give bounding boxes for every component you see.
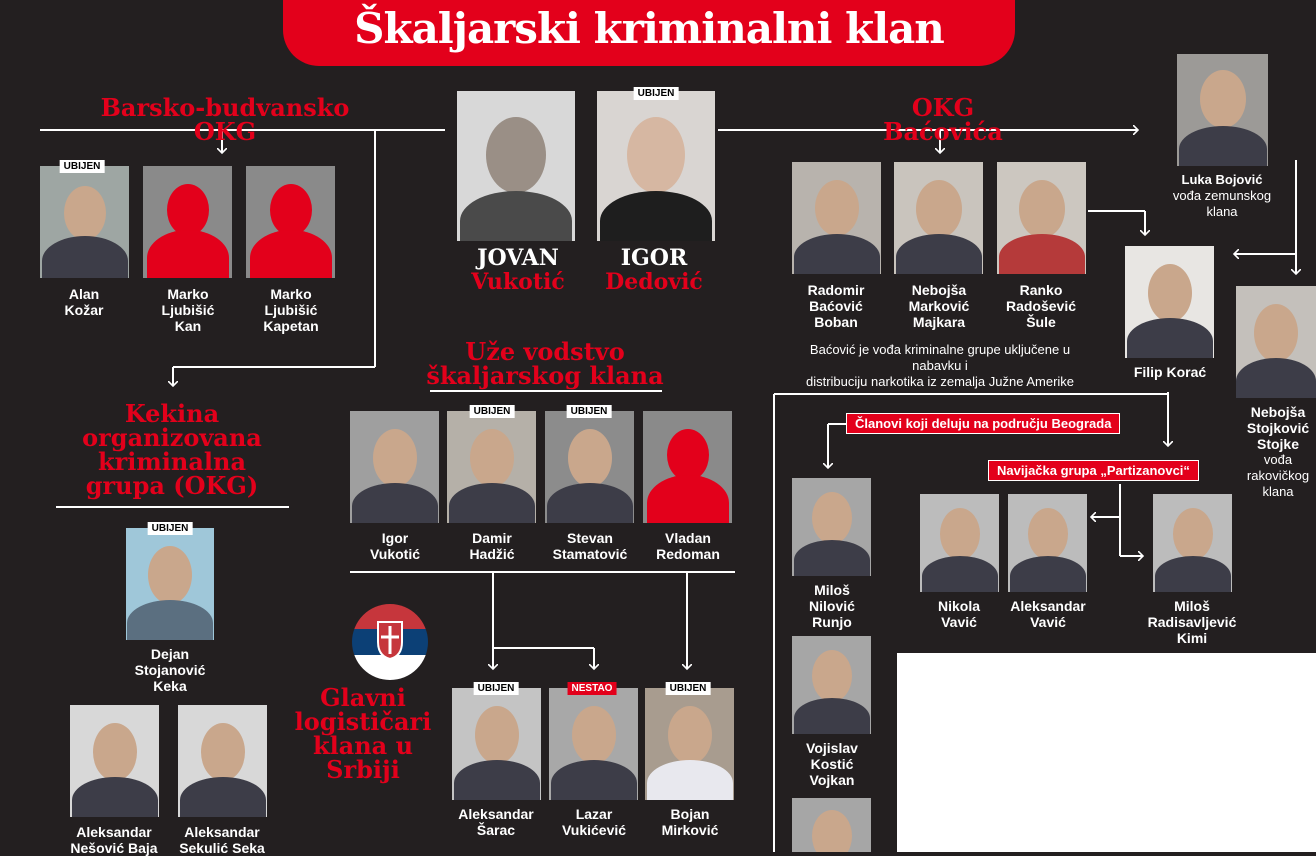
silhouette-placeholder	[246, 166, 335, 278]
name-line: Nebojša	[911, 282, 967, 298]
name-line: Runjo	[812, 614, 852, 630]
name-line: vođa zemunskog	[1172, 188, 1272, 203]
name-line: Vukotić	[369, 546, 421, 562]
label-clanovi-beograd: Članovi koji deluju na području Beograda	[846, 413, 1120, 434]
name-line: klana	[1262, 484, 1294, 499]
name-line: Igor	[381, 530, 409, 546]
name-marko-kan	[162, 286, 215, 334]
name-line: Boban	[814, 314, 858, 330]
section-glavni-line: klana u	[312, 731, 414, 760]
name-igor-dedovic	[605, 246, 703, 294]
name-igor-vukotic	[370, 530, 420, 562]
badge-ubijen: UBIJEN	[666, 682, 711, 695]
section-kekina-line: kriminalna	[97, 447, 247, 476]
name-line: Marko	[167, 286, 209, 302]
name-alan-kozar	[65, 286, 104, 318]
name-line: Kostić	[810, 756, 854, 772]
name-marko-kapetan	[263, 286, 318, 334]
name-line: Šule	[1026, 314, 1056, 330]
name-milos-radisavljevic	[1148, 598, 1237, 646]
name-jovan-vukotic	[471, 246, 565, 294]
photo-igor-dedovic	[597, 91, 715, 241]
name-line: Majkara	[912, 314, 966, 330]
name-line: Nešović Baja	[70, 840, 158, 856]
name-luka-bojovic	[1173, 172, 1271, 220]
photo-milos-radisavljevic	[1153, 494, 1232, 592]
name-line: Miloš	[814, 582, 850, 598]
badge-ubijen: UBIJEN	[474, 682, 519, 695]
name-line: vođa	[1263, 452, 1293, 467]
name-last: Vukotić	[471, 269, 565, 295]
name-aleksandar-vavic	[1010, 598, 1085, 630]
name-aleksandar-nesovic	[70, 824, 157, 856]
name-line: Radisavljević	[1147, 614, 1237, 630]
name-line: Sekulić Seka	[179, 840, 265, 856]
section-uze-line: škaljarskog klana	[426, 361, 664, 390]
badge-ubijen: UBIJEN	[60, 160, 105, 173]
photo-lazar-vukicevic	[549, 688, 638, 800]
section-kekina-line: organizovana	[82, 423, 262, 452]
photo-jovan-vukotic	[457, 91, 575, 241]
name-last: Dedović	[605, 269, 703, 295]
name-lazar-vukicevic	[562, 806, 626, 838]
photo-nebojsa-markovic	[894, 162, 983, 274]
name-aleksandar-sarac	[458, 806, 533, 838]
name-line: Aleksandar	[76, 824, 152, 840]
name-ranko-radosevic	[1006, 282, 1076, 330]
name-line: Bojan	[670, 806, 710, 822]
name-line: Stojke	[1256, 436, 1299, 452]
name-dejan-stojanovic	[135, 646, 206, 694]
name-milos-nilovic	[809, 582, 855, 630]
name-line: klana	[1206, 204, 1238, 219]
name-line: Stojković	[1246, 420, 1310, 436]
section-uze-vodstvo	[420, 337, 670, 390]
note-line: distribuciju narkotika iz zemalja Južne Amerike	[805, 374, 1075, 389]
photo-aleksandar-vavic	[1008, 494, 1087, 592]
photo-aleksandar-sarac	[452, 688, 541, 800]
badge-ubijen: UBIJEN	[470, 405, 515, 418]
section-glavni-line: Srbiji	[326, 755, 400, 784]
name-line: Kimi	[1176, 630, 1208, 646]
photo-stevan-stamatovic	[545, 411, 634, 523]
name-nebojsa-markovic	[909, 282, 970, 330]
name-line: Dejan	[150, 646, 190, 662]
badge-ubijen: UBIJEN	[567, 405, 612, 418]
photo-igor-vukotic	[350, 411, 439, 523]
coat-of-arms-icon	[376, 620, 404, 660]
name-line: Marković	[908, 298, 970, 314]
photo-filip-korac	[1125, 246, 1214, 358]
section-kekina-line: grupa (OKG)	[85, 471, 259, 500]
name-line: Ljubišić	[264, 302, 318, 318]
photo-luka-bojovic	[1177, 54, 1268, 166]
name-filip-korac: Filip Korać	[1133, 364, 1207, 380]
name-line: Vukićević	[561, 822, 627, 838]
photo-dejan-stojanovic	[126, 528, 214, 640]
name-line: Stojanović	[134, 662, 206, 678]
photo-partial	[792, 798, 871, 852]
section-barsko: Barsko-budvansko OKG	[100, 93, 350, 146]
name-line: Kan	[174, 318, 202, 334]
photo-nikola-vavic	[920, 494, 999, 592]
photo-bojan-mirkovic	[645, 688, 734, 800]
name-line: Kožar	[64, 302, 104, 318]
name-line: Keka	[153, 678, 187, 694]
badge-nestao: NESTAO	[568, 682, 617, 695]
name-line: Baćović	[809, 298, 863, 314]
badge-ubijen: UBIJEN	[634, 87, 679, 100]
name-line: Ljubišić	[161, 302, 215, 318]
name-line: Stevan	[567, 530, 613, 546]
section-uze-line: Uže vodstvo	[465, 337, 625, 366]
name-line: Damir	[472, 530, 512, 546]
name-first: JOVAN	[477, 245, 559, 271]
name-line: Aleksandar	[458, 806, 534, 822]
section-glavni-line: logističari	[294, 707, 432, 736]
name-line: Alan	[68, 286, 100, 302]
name-line: Vavić	[1030, 614, 1066, 630]
section-glavni-line: Glavni	[320, 683, 406, 712]
photo-nebojsa-stojkovic	[1236, 286, 1316, 398]
photo-ranko-radosevic	[997, 162, 1086, 274]
name-line: Vladan	[665, 530, 711, 546]
name-line: Miloš	[1174, 598, 1210, 614]
page-title: Škaljarski kriminalni klan	[354, 4, 944, 53]
photo-aleksandar-sekulic	[178, 705, 267, 817]
blank-area	[897, 653, 1316, 852]
name-line: Šarac	[476, 822, 516, 838]
name-nikola-vavic	[938, 598, 980, 630]
name-line: Radošević	[1005, 298, 1077, 314]
section-glavni	[290, 683, 436, 784]
photo-aleksandar-nesovic	[70, 705, 159, 817]
name-line: Mirković	[661, 822, 719, 838]
name-line: Vavić	[941, 614, 977, 630]
badge-ubijen: UBIJEN	[148, 522, 193, 535]
name-stevan-stamatovic	[553, 530, 628, 562]
name-line: Aleksandar	[1010, 598, 1086, 614]
name-line: Redoman	[656, 546, 720, 562]
name-line: Ranko	[1019, 282, 1063, 298]
name-vladan-redoman	[656, 530, 720, 562]
name-nebojsa-stojkovic	[1247, 404, 1309, 500]
name-first: IGOR	[620, 245, 688, 271]
name-line: Lazar	[575, 806, 613, 822]
photo-alan-kozar	[40, 166, 129, 278]
name-radomir-bacovic	[808, 282, 865, 330]
name-line: Aleksandar	[184, 824, 260, 840]
silhouette-placeholder	[643, 411, 732, 523]
name-line: Nebojša	[1250, 404, 1306, 420]
silhouette-placeholder	[143, 166, 232, 278]
name-damir-hadzic	[469, 530, 514, 562]
name-line: Luka Bojović	[1181, 172, 1263, 187]
name-line: Nikola	[937, 598, 981, 614]
photo-milos-nilovic	[792, 478, 871, 576]
label-partizanovci: Navijačka grupa „Partizanovci“	[988, 460, 1199, 481]
name-line: Nilović	[809, 598, 855, 614]
photo-vojislav-kostic	[792, 636, 871, 734]
name-vojislav-kostic	[806, 740, 858, 788]
name-line: Radomir	[807, 282, 865, 298]
name-line: Vojkan	[809, 772, 855, 788]
name-bojan-mirkovic	[662, 806, 719, 838]
section-bacovica: OKG Baćovića	[883, 93, 1003, 146]
section-kekina	[70, 399, 274, 500]
name-aleksandar-sekulic	[179, 824, 265, 856]
photo-radomir-bacovic	[792, 162, 881, 274]
name-line: Stamatović	[552, 546, 628, 562]
name-line: Kapetan	[263, 318, 319, 334]
name-line: Vojislav	[806, 740, 858, 756]
bacovic-note	[785, 342, 1095, 390]
serbian-flag-icon	[352, 604, 428, 680]
name-line: rakovičkog	[1246, 468, 1310, 483]
section-kekina-line: Kekina	[124, 399, 220, 428]
name-line: Hadžić	[469, 546, 515, 562]
name-line: Marko	[270, 286, 312, 302]
photo-damir-hadzic	[447, 411, 536, 523]
note-line: Baćović je vođa kriminalne grupe uključene u nabavku i	[809, 342, 1071, 373]
